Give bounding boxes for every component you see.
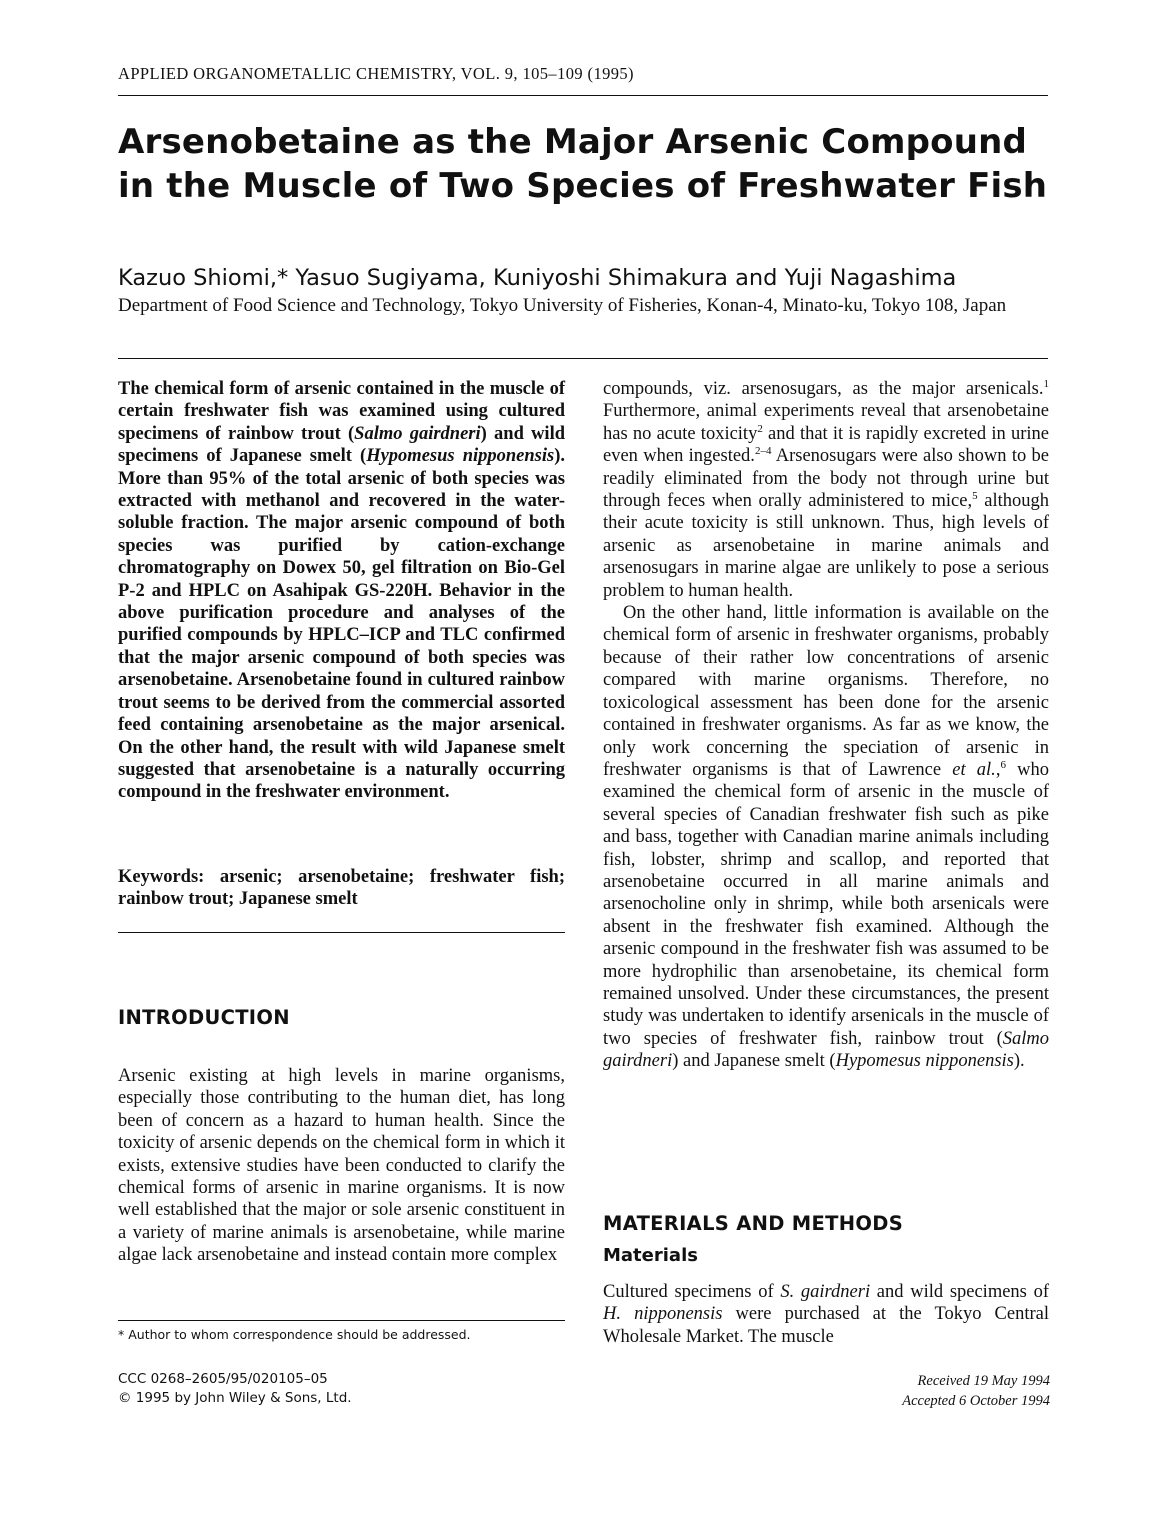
materials-body: Cultured specimens of S. gairdneri and wild specimens of H. nipponensis were purchased at the Tokyo Central Wholesale Market. The muscle: [603, 1282, 1050, 1347]
section-rule: [118, 358, 1048, 359]
received-date: Received 19 May 1994: [917, 1373, 1050, 1389]
author-list: Kazuo Shiomi,* Yasuo Sugiyama, Kuniyoshi Shimakura and Yuji Nagashima: [118, 265, 957, 291]
intro-paragraph-2: On the other hand, little information is available on the chemical form of arsenic in freshwater organisms, probably because of their rather low concentrations of arsenic compared with marine organisms. Therefore, no toxicological assessment has been done for the arsenic contained in freshwater organisms. As far as we know, the only work concerning the speciation of arsenic in freshwater organisms is that of Lawrence et al.,$^6$ who examined the chemical form of arsenic in the muscle of several species of Canadian freshwater fish such as pike and bass, together with Canadian marine animals including fish, lobster, shrimp and scallop, and reported that arsenobetaine occurred in all marine animals and arsenocholine only in shrimp, while both arsenicals were absent in the freshwater fish examined. Although the arsenic compound in the freshwater fish was assumed to be more hydrophilic than arsenobetaine, its chemical form remained unsolved. Under these circumstances, the present study was undertaken to identify arsenicals in the muscle of two species of freshwater fish, rainbow trout (Salmo gairdneri) and Japanese smelt (Hypomesus nipponensis).: [603, 603, 1049, 1072]
abstract-text: The chemical form of arsenic contained in the muscle of certain freshwater fish was examined using cultured specimens of rainbow trout (Salmo gairdneri) and wild specimens of Japanese smelt (Hypomesus nipponensis). More than 95% of the total arsenic of both species was extracted with methanol and recovered in the water-soluble fraction. The major arsenic compound of both species was purified by cation-exchange chromatography on Dowex 50, gel filtration on Bio-Gel P-2 and HPLC on Asahipak GS-220H. Behavior in the above purification procedure and analyses of the purified compounds by HPLC–ICP and TLC confirmed that the major arsenic compound of both species was arsenobetaine. Arsenobetaine found in cultured rainbow trout seems to be derived from the commercial assorted feed containing arsenobetaine as the major arsenical. On the other hand, the result with wild Japanese smelt suggested that arsenobetaine is a naturally occurring compound in the freshwater environment.: [118, 379, 566, 803]
materials-methods-heading: MATERIALS AND METHODS: [603, 1212, 904, 1235]
footnote-rule: [118, 1320, 565, 1321]
article-title: Arsenobetaine as the Major Arsenic Compound in the Muscle of Two Species of Freshwater Fish: [118, 122, 1048, 206]
introduction-body-right: [603, 378, 1049, 1073]
ccc-code: CCC 0268–2605/95/020105–05: [118, 1371, 328, 1387]
intro-paragraph-1: Arsenic existing at high levels in marine organisms, especially those contributing to the human diet, has long been of concern as a hazard to human health. Since the toxicity of arsenic depends on the chemical form in which it exists, extensive studies have been conducted to clarify the chemical forms of arsenic in marine organisms. It is now well established that the major or sole arsenic constituent in a variety of marine animals is arsenobetaine, while marine algae lack arsenobetaine and instead contain more complex: [118, 1066, 565, 1266]
journal-header: APPLIED ORGANOMETALLIC CHEMISTRY, VOL. 9, 105–109 (1995): [118, 64, 634, 83]
introduction-body-left: [118, 1065, 565, 1267]
footer-left: [118, 1370, 352, 1408]
accepted-date: Accepted 6 October 1994: [902, 1393, 1050, 1409]
intro-paragraph-1-continued: compounds, viz. arsenosugars, as the major arsenicals.$^1$ Furthermore, animal experiments reveal that arsenobetaine has no acute toxicity$^2$ and that it is rapidly excreted in urine even when ingested.$^{2-4}$ Arsenosugars were also shown to be readily eliminated from the body not through urine but through feces when orally administered to mice,$^5$ although their acute toxicity is still unknown. Thus, high levels of arsenic as arsenobetaine in marine animals and arsenosugars in marine algae are unlikely to pose a serious problem to human health.: [603, 377, 1049, 601]
keywords: Keywords: arsenic; arsenobetaine; freshwater fish; rainbow trout; Japanese smelt: [118, 867, 565, 910]
abstract: [118, 378, 565, 804]
abstract-end-rule: [118, 932, 565, 933]
footnote: * Author to whom correspondence should be addressed.: [118, 1327, 471, 1342]
footer-right: [902, 1371, 1050, 1411]
introduction-heading: INTRODUCTION: [118, 1006, 290, 1029]
copyright: © 1995 by John Wiley & Sons, Ltd.: [118, 1390, 352, 1406]
materials-subheading: Materials: [603, 1245, 698, 1266]
header-rule: [118, 95, 1048, 96]
author-affiliation: Department of Food Science and Technology, Tokyo University of Fisheries, Konan-4, Minato-ku, Tokyo 108, Japan: [118, 295, 1007, 316]
